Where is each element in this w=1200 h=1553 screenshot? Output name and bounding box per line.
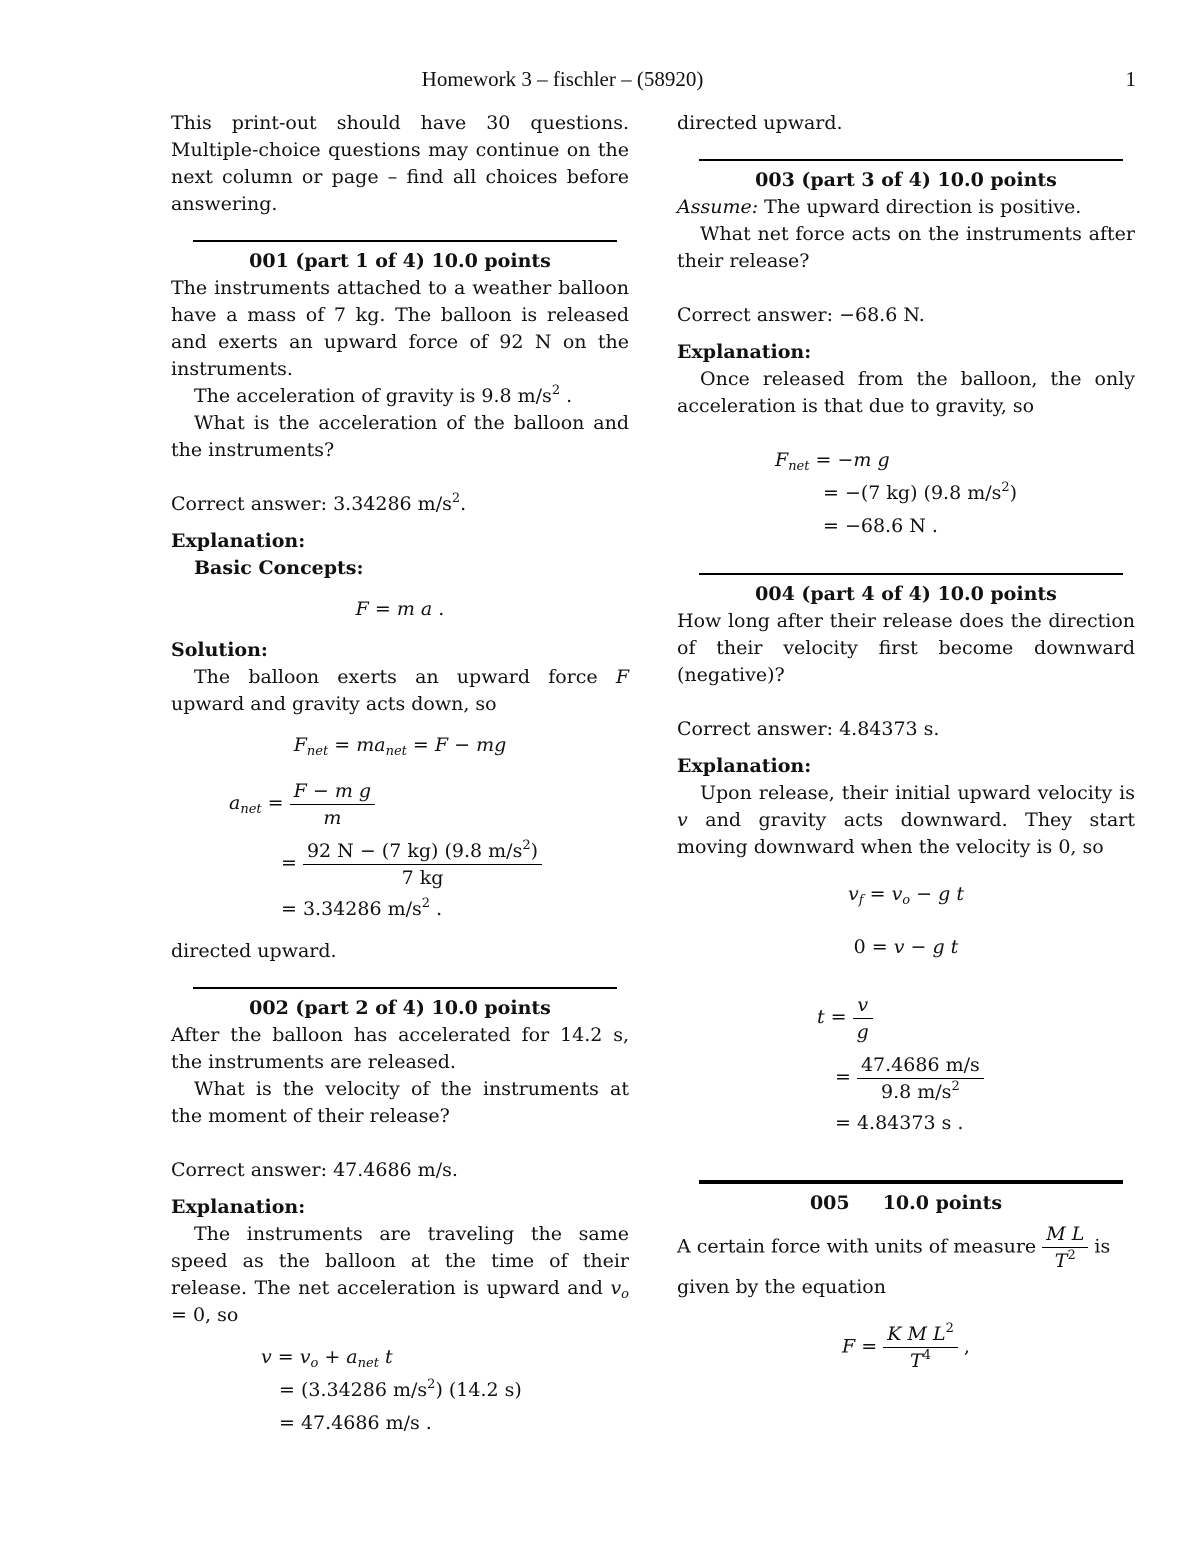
question-003-heading: 003 (part 3 of 4) 10.0 points [755,169,1057,191]
direction-note-continued: directed upward. [677,112,843,134]
question-002-answer: Correct answer: 47.4686 m/s. [171,1159,458,1181]
question-001-answer: Correct answer: 3.34286 $m/s^2$. [171,491,467,515]
question-005-heading: 005 10.0 points [809,1192,1003,1214]
kinematic-equation: $v_f = v_o - g$ t [848,883,964,908]
explanation-label: Explanation: [677,341,812,363]
intro-text: This print-out should have 30 questions. Multiple-choice questions may continue on the next column or page – find all choices before answering. [171,112,629,215]
question-005-body: A certain force with units of measure $\frac{\text{M L}}{T^2}$ is [677,1223,1111,1272]
fraction: $\frac{K M L^2}{T^4}$ [883,1321,958,1374]
question-divider [193,240,617,242]
question-001-prompt: What is the acceleration of the balloon and the instruments? [171,412,629,461]
question-002-body: After the balloon has accelerated for 14.2 s, the instruments are released. [171,1024,629,1073]
header-title: Homework 3 – fischler – (58920) [421,67,704,91]
question-001-body: The instruments attached to a weather balloon have a mass of 7 kg. The balloon is released and exerts an upward force of 92 N on the instruments. [171,277,629,380]
explanation-label: Explanation: [171,1196,306,1218]
question-002-explanation: The instruments are traveling the same speed as the balloon at the time of their release. The net acceleration is upward and $v_o = 0$, so [171,1223,629,1326]
question-005-body-next: given by the equation [677,1276,886,1298]
question-001-heading: 001 (part 1 of 4) 10.0 points [249,250,551,272]
zero-velocity-equation: 0 = v − g t [853,936,959,958]
net-force-derivation: $F_{net} = -m$ g = −(7 kg) (9.8 $m/s^2$) = −68.6 N . [775,449,1018,537]
explanation-label: Explanation: [677,755,812,777]
concept-equation: F = m a . [355,598,445,620]
net-force-equation: $F_{net} = ma_{net} = F$ − mg [293,734,507,759]
question-004-answer: Correct answer: 4.84373 s. [677,718,940,740]
right-column [677,110,1135,1388]
solution-text: The balloon exerts an upward force F upward and gravity acts down, so [171,666,629,715]
question-003-answer: Correct answer: −68.6 N. [677,304,925,326]
page-header [0,66,1200,94]
direction-note: directed upward. [171,940,337,962]
force-equation: F = $\frac{K M L^2}{T^4}$ , [842,1321,970,1372]
fraction: $\frac{\text{F − m g}}{m}$ [290,778,375,831]
solution-label: Solution: [171,639,268,661]
question-004-prompt: How long after their release does the direction of their velocity first become downward (negative)? [677,610,1135,686]
question-002-heading: 002 (part 2 of 4) 10.0 points [249,997,551,1019]
left-column [171,110,629,1452]
question-divider [699,1180,1123,1184]
question-004-heading: 004 (part 4 of 4) 10.0 points [755,583,1057,605]
page-number: 1 [1125,67,1136,91]
basic-concepts-label: Basic Concepts: [194,557,364,579]
acceleration-derivation: $a_{net}$ = $\frac{\text{F − m g}}{m}$ = $\frac{92 N - (7 kg) (9.8 m/s^2)}{7 kg}$ = 3.34286 $m/s^2$ . [171,773,629,926]
explanation-label: Explanation: [171,530,306,552]
question-divider [699,159,1123,161]
question-004-explanation: Upon release, their initial upward velocity is v and gravity acts downward. They start moving downward when the velocity is 0, so [677,782,1135,858]
fraction: $\frac{\text{M L}}{T^2}$ [1042,1221,1088,1274]
fraction: $\frac{47.4686 m/s}{9.8 m/s^2}$ [857,1052,984,1105]
time-derivation: t = $\frac{v}{g}$ = $\frac{47.4686 m/s}{9.8 m/s^2}$ = 4.84373 s . [677,987,1135,1140]
question-003-prompt: What net force acts on the instruments after their release? [677,223,1135,272]
gravity-statement: The acceleration of gravity is 9.8 $m/s^2$ . [194,383,573,407]
question-002-prompt: What is the velocity of the instruments at the moment of their release? [171,1078,629,1127]
question-divider [193,987,617,989]
assume-statement: Assume: The upward direction is positive. [677,196,1082,218]
question-003-explanation: Once released from the balloon, the only acceleration is that due to gravity, so [677,368,1135,417]
fraction: $\frac{92 N - (7 kg) (9.8 m/s^2)}{7 kg}$ [303,838,542,891]
question-divider [699,573,1123,575]
fraction: $\frac{v}{g}$ [853,992,873,1045]
velocity-derivation: $v = v_o + a_{net}$ t = (3.34286 $m/s^2$) (14.2 s) = 47.4686 m/s . [261,1346,522,1434]
